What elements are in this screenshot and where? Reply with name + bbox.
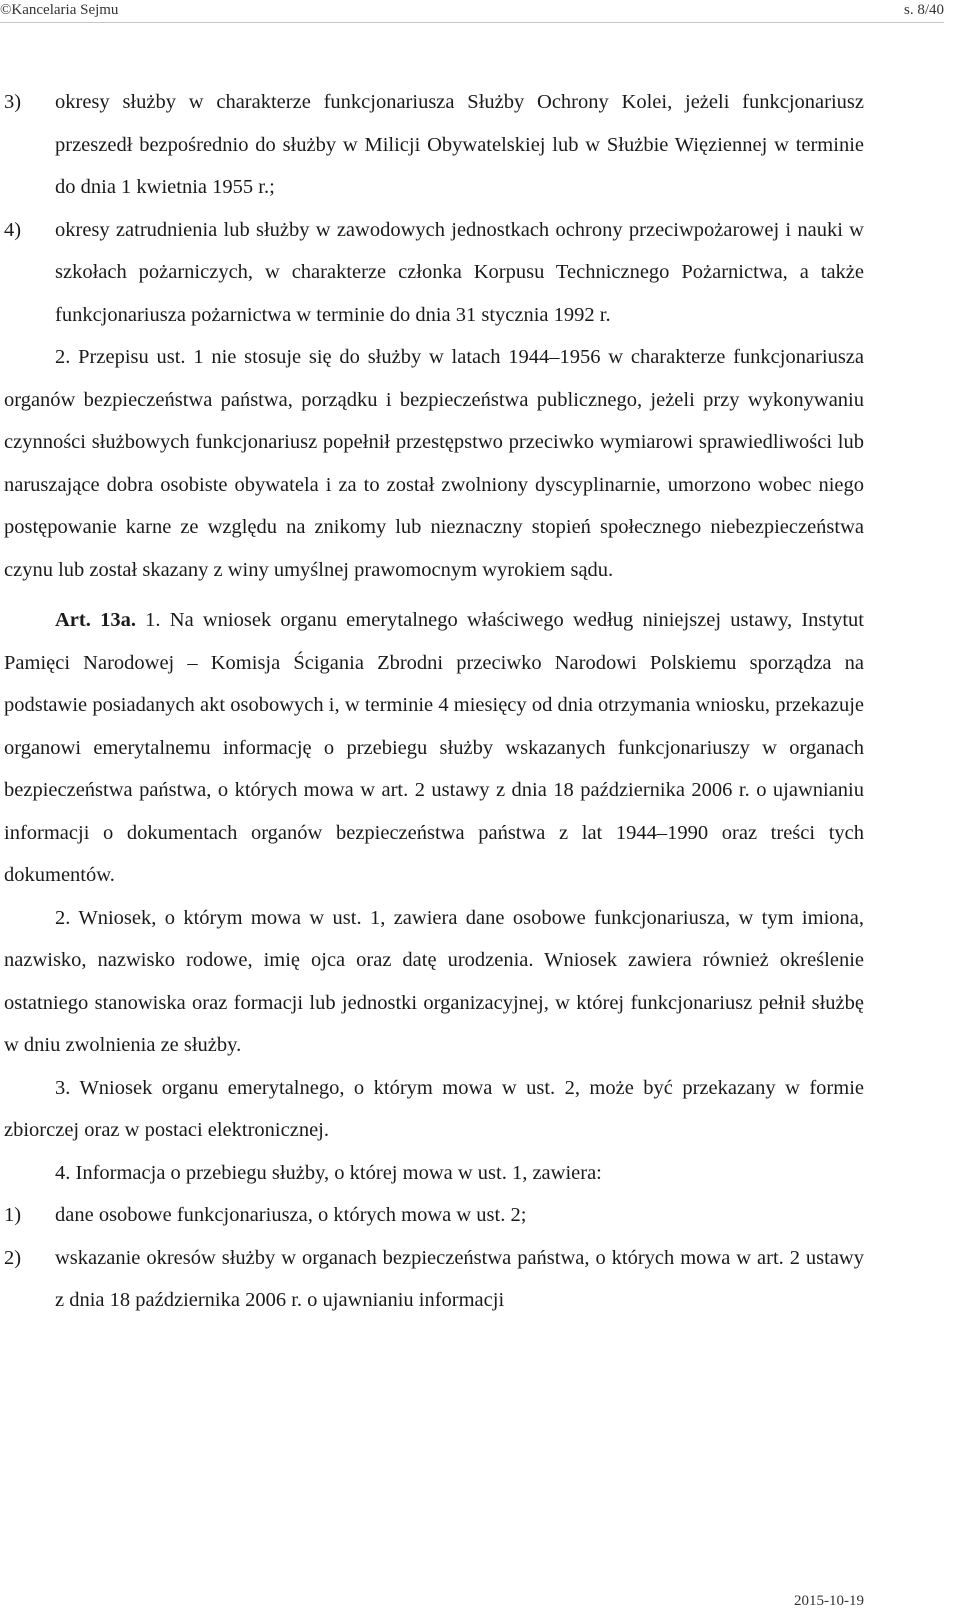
- list-item-text: okresy służby w charakterze funkcjonariusza Służby Ochrony Kolei, jeżeli funkcjonariusz przeszedł bezpośrednio do służby w Milicji Obywatelskiej lub w Służbie Więziennej w terminie do dnia 1 kwietnia 1955 r.;: [55, 91, 864, 198]
- header-divider: [0, 22, 944, 23]
- article-13a-ust-1-text: 1. Na wniosek organu emerytalnego właściwego według niniejszej ustawy, Instytut Pamięci Narodowej – Komisja Ścigania Zbrodni przeciwko Narodowi Polskiemu sporządza na podstawie posiadanych akt osobowych i, w terminie 4 miesięcy od dnia otrzymania wniosku, przekazuje organowi emerytalnemu informację o przebiegu służby wskazanych funkcjonariuszy w organach bezpieczeństwa państwa, o których mowa w art. 2 ustawy z dnia 18 października 2006 r. o ujawnianiu informacji o dokumentach organów bezpieczeństwa państwa z lat 1944–1990 oraz treści tych dokumentów.: [4, 609, 864, 886]
- point-1: [4, 1194, 864, 1237]
- footer-date: 2015-10-19: [794, 1593, 864, 1609]
- spacer: [4, 591, 864, 599]
- paragraph-ust-2: 2. Przepisu ust. 1 nie stosuje się do służby w latach 1944–1956 w charakterze funkcjonariusza organów bezpieczeństwa państwa, porządku i bezpieczeństwa publicznego, jeżeli przy wykonywaniu czynności służbowych funkcjonariusz popełnił przestępstwo przeciwko wymiarowi sprawiedliwości lub naruszające dobra osobiste obywatela i za to został zwolniony dyscyplinarnie, umorzono wobec niego postępowanie karne ze względu na znikomy lub nieznaczny stopień społecznego niebezpieczeństwa czynu lub został skazany z winy umyślnej prawomocnym wyrokiem sądu.: [4, 346, 864, 581]
- list-item-3: [4, 81, 864, 209]
- point-number: 1): [4, 1204, 22, 1226]
- article-label: Art. 13a.: [55, 609, 136, 631]
- document-body: [4, 81, 864, 1322]
- point-2: [4, 1237, 864, 1322]
- list-item-number: 3): [4, 91, 22, 113]
- copyright-notice: ©Kancelaria Sejmu: [0, 2, 119, 18]
- point-number: 2): [4, 1246, 22, 1269]
- list-item-text: okresy zatrudnienia lub służby w zawodowych jednostkach ochrony przeciwpożarowej i nauki w szkołach pożarniczych, w charakterze członka Korpusu Technicznego Pożarnictwa, a także funkcjonariusza pożarnictwa w terminie do dnia 31 stycznia 1992 r.: [55, 218, 864, 326]
- list-item-4: [4, 209, 864, 337]
- point-text: wskazanie okresów służby w organach bezpieczeństwa państwa, o których mowa w art. 2 ustawy z dnia 18 października 2006 r. o ujawnianiu informacji: [55, 1246, 864, 1311]
- page-number: s. 8/40: [903, 2, 944, 18]
- article-13a-ust-1: [4, 599, 864, 897]
- article-13a-ust-4: 4. Informacja o przebiegu służby, o której mowa w ust. 1, zawiera:: [55, 1161, 602, 1184]
- article-13a-ust-2: 2. Wniosek, o którym mowa w ust. 1, zawiera dane osobowe funkcjonariusza, w tym imiona, nazwisko, nazwisko rodowe, imię ojca oraz datę urodzenia. Wniosek zawiera również określenie ostatniego stanowiska oraz formacji lub jednostki organizacyjnej, w której funkcjonariusz pełnił służbę w dniu zwolnienia ze służby.: [4, 906, 864, 1056]
- list-item-number: 4): [4, 218, 22, 241]
- article-13a-ust-3: 3. Wniosek organu emerytalnego, o którym mowa w ust. 2, może być przekazany w formie zbiorczej oraz w postaci elektronicznej.: [4, 1076, 864, 1141]
- point-text: dane osobowe funkcjonariusza, o których mowa w ust. 2;: [55, 1204, 527, 1226]
